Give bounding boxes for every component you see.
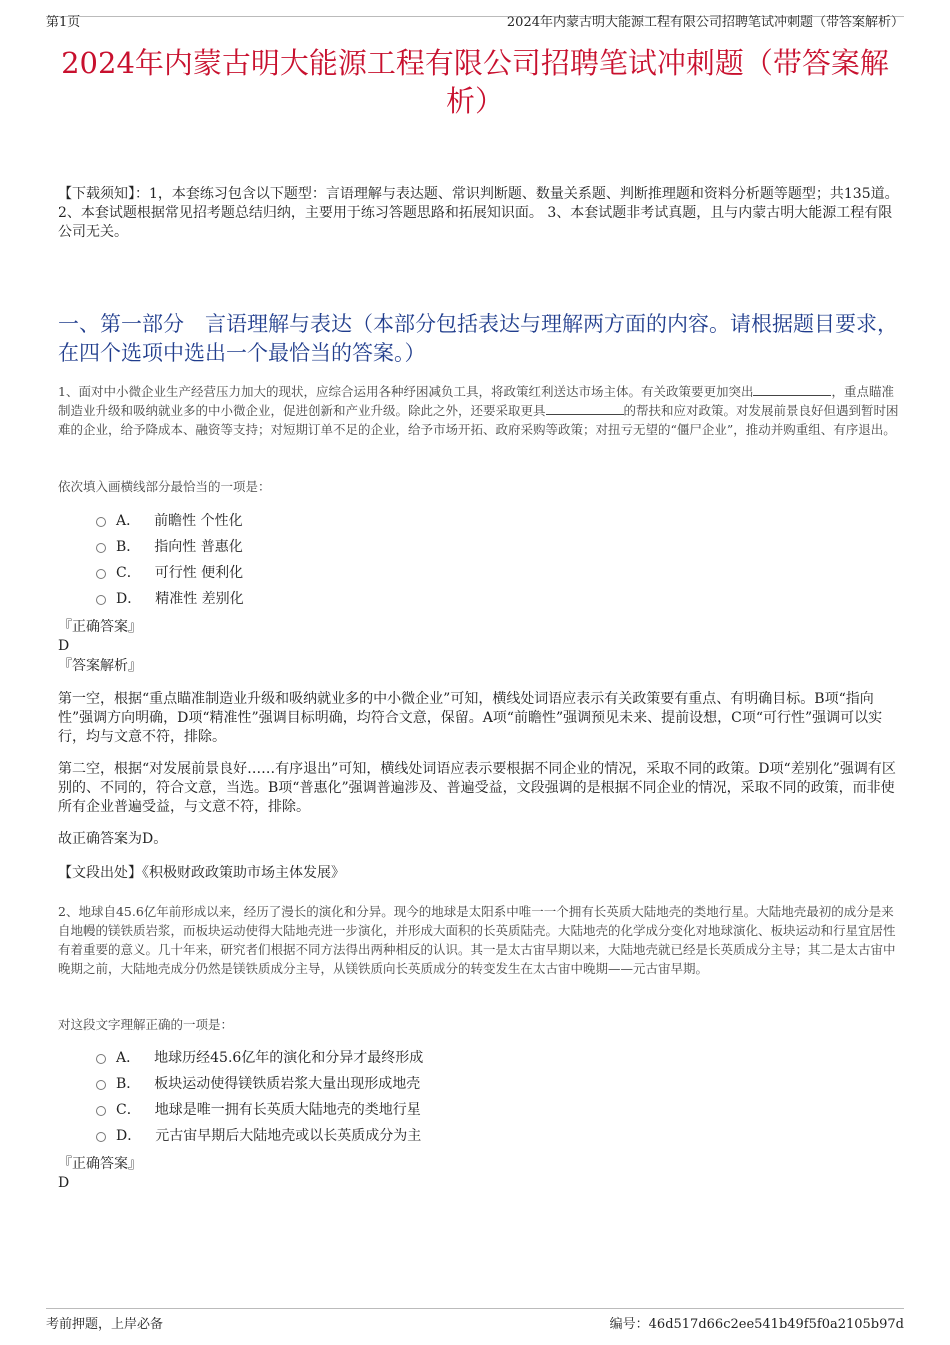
question-2-option-a[interactable]: A． 地球历经45.6亿年的演化和分异才最终形成 [96, 1048, 423, 1068]
page-header [46, 14, 904, 30]
radio-icon[interactable] [96, 517, 106, 527]
page-title: 2024年内蒙古明大能源工程有限公司招聘笔试冲刺题（带答案解析） [61, 46, 889, 118]
radio-icon[interactable] [96, 1054, 106, 1064]
question-2-prompt: 对这段文字理解正确的一项是： [58, 1017, 234, 1032]
page-number: 第1页 [46, 15, 81, 30]
question-1-option-b[interactable]: B． 指向性 普惠化 [96, 537, 243, 557]
question-1-prompt: 依次填入画横线部分最恰当的一项是： [58, 479, 271, 494]
source-citation: 【文段出处】《积极财政政策助市场主体发展》 [58, 865, 345, 881]
section-heading: 一、第一部分 言语理解与表达（本部分包括表达与理解两方面的内容。请根据题目要求，在四个选项中选出一个最恰当的答案。） [58, 312, 898, 365]
answer-value: D [58, 638, 70, 654]
analysis-conclusion: 故正确答案为D。 [58, 831, 168, 847]
radio-icon[interactable] [96, 543, 106, 553]
fill-blank [753, 395, 831, 396]
radio-icon[interactable] [96, 569, 106, 579]
question-2-option-b[interactable]: B． 板块运动使得镁铁质岩浆大量出现形成地壳 [96, 1074, 420, 1094]
question-2-text: 2、地球自45.6亿年前形成以来，经历了漫长的演化和分异。现今的地球是太阳系中唯一一个拥有长英质大陆地壳的类地行星。大陆地壳最初的成分是来自地幔的镁铁质岩浆，而板块运动使得大陆地壳进一步演化，并形成大面积的长英质陆壳。大陆地壳的化学成分变化对地球演化、板块运动和行星宜居性有着重要的意义。几十年来，研究者们根据不同方法得出两种相反的认识。其一是太古宙早期以来，大陆地壳就已经是长英质成分主导；其二是太古宙中晚期之前，大陆地壳成分仍然是镁铁质成分主导，从镁铁质向长英质成分的转变发生在太古宙中晚期——元古宙早期。 [58, 904, 896, 976]
radio-icon[interactable] [96, 1132, 106, 1142]
footer-slogan: 考前押题，上岸必备 [46, 1317, 164, 1332]
radio-icon[interactable] [96, 595, 106, 605]
answer-value: D [58, 1175, 70, 1191]
question-1-option-c[interactable]: C． 可行性 便利化 [96, 563, 243, 583]
question-2-option-c[interactable]: C． 地球是唯一拥有长英质大陆地壳的类地行星 [96, 1100, 421, 1120]
radio-icon[interactable] [96, 1106, 106, 1116]
question-1-text: 1、面对中小微企业生产经营压力加大的现状，应综合运用各种纾困减负工具，将政策红利送达市场主体。有关政策要更加突出 ，重点瞄准制造业升级和吸纳就业多的中小微企业，促进创新和产业升级。除此之外，还要采取更具 的帮扶和应对政策。对发展前景良好但遇到暂时困难的企业，给予降成本、融资等支持；对短期订单不足的企业，给予市场开拓、政府采购等政策；对扭亏无望的“僵尸企业”，推动并购重组、有序退出。 [58, 384, 899, 437]
answer-label: 『正确答案』 [58, 1156, 142, 1172]
analysis-paragraph-1: 第一空，根据“重点瞄准制造业升级和吸纳就业多的中小微企业”可知，横线处词语应表示有关政策要有重点、有明确目标。B项“指向性”强调方向明确，D项“精准性”强调目标明确，均符合文意，保留。A项“前瞻性”强调预见未来、提前设想，C项“可行性”强调可以实行，均与文意不符，排除。 [58, 691, 883, 745]
page-footer [46, 1308, 904, 1331]
radio-icon[interactable] [96, 1080, 106, 1090]
question-1-option-d[interactable]: D． 精准性 差别化 [96, 589, 244, 609]
answer-label: 『正确答案』 [58, 619, 142, 635]
question-2-option-d[interactable]: D． 元古宙早期后大陆地壳或以长英质成分为主 [96, 1126, 421, 1146]
fill-blank [546, 414, 624, 415]
footer-serial: 编号：46d517d66c2ee541b49f5f0a2105b97d [609, 1317, 904, 1332]
question-1-option-a[interactable]: A． 前瞻性 个性化 [96, 511, 243, 531]
header-doc-title: 2024年内蒙古明大能源工程有限公司招聘笔试冲刺题（带答案解析） [506, 15, 904, 30]
analysis-paragraph-2: 第二空，根据“对发展前景良好……有序退出”可知，横线处词语应表示要根据不同企业的情况，采取不同的政策。D项“差别化”强调有区别的、不同的，符合文意，当选。B项“普惠化”强调普遍涉及、普遍受益，文段强调的是根据不同企业的情况，采取不同的政策，而非使所有企业普遍受益，与文意不符，排除。 [58, 761, 896, 815]
download-notice: 【下载须知】：1，本套练习包含以下题型：言语理解与表达题、常识判断题、数量关系题、判断推理题和资料分析题等题型；共135道。 2、本套试题根据常见招考题总结归纳，主要用于练习答题思路和拓展知识面。 3、本套试题非考试真题，且与内蒙古明大能源工程有限公司无关。 [58, 186, 899, 240]
analysis-label: 『答案解析』 [58, 658, 142, 674]
